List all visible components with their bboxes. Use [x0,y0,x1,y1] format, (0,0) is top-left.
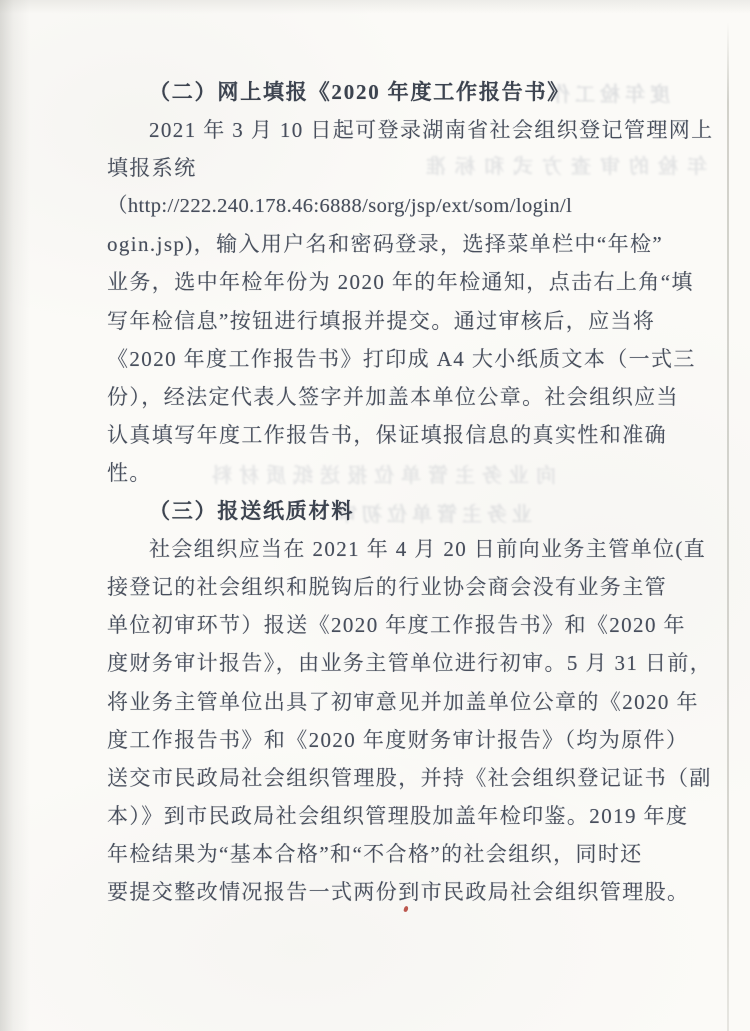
scan-edge-left [0,0,30,1031]
doc-line: 单位初审环节）报送《2020 年度工作报告书》和《2020 年 [107,613,686,638]
bleedthrough-text: 年检的审查方式和标准 [417,156,707,178]
doc-line: 将业务主管单位出具了初审意见并加盖单位公章的《2020 年 [107,689,699,714]
doc-line: 《2020 年度工作报告书》打印成 A4 大小纸质文本（一式三 [107,346,696,371]
doc-line: 要提交整改情况报告一式两份到市民政局社会组织管理股。 [107,879,690,904]
bleedthrough-text: 业务主管单位初审 [332,504,532,526]
doc-line: ogin.jsp)，输入用户名和密码登录，选择菜单栏中“年检” [107,232,664,257]
doc-line-url: （http://222.240.178.46:6888/sorg/jsp/ext/som/login/l [107,195,573,218]
doc-line: 性。 [107,460,152,485]
doc-line: 接登记的社会组织和脱钩后的行业协会商会没有业务主管 [107,575,667,600]
doc-line: 业务，选中年检年份为 2020 年的年检通知，点击右上角“填 [107,270,694,295]
doc-line: 写年检信息”按钮进行填报并提交。通过审核后，应当将 [107,308,656,333]
doc-line: 份），经法定代表人签字并加盖本单位公章。社会组织应当 [107,384,679,409]
document-body [107,73,714,911]
doc-line: 认真填写年度工作报告书，保证填报信息的真实性和准确 [107,422,667,447]
section-heading-3: （三）报送纸质材料 [149,499,355,524]
doc-line: 填报系统 [107,156,197,181]
bleedthrough-text: 度年检工作 [545,84,670,106]
scan-edge-top [0,0,750,14]
doc-line: 送交市民政局社会组织管理股，并持《社会组织登记证书（副 [107,765,712,790]
paper-right-edge [727,22,729,1031]
doc-line: 年检结果为“基本合格”和“不合格”的社会组织，同时还 [107,841,643,866]
doc-line: 本）》到市民政局社会组织管理股加盖年检印鉴。2019 年度 [107,803,689,828]
doc-line: 度工作报告书》和《2020 年度财务审计报告》（均为原件） [107,727,689,752]
red-ink-speck [403,906,409,913]
doc-line: 社会组织应当在 2021 年 4 月 20 日前向业务主管单位(直 [149,537,707,562]
section-heading-2: （二）网上填报《2020 年度工作报告书》 [149,80,571,104]
bleedthrough-text: 向业务主管单位报送纸质材料 [205,465,556,487]
doc-line: 度财务审计报告》，由业务主管单位进行初审。5 月 31 日前， [107,651,713,676]
doc-line: 2021 年 3 月 10 日起可登录湖南省社会组织登记管理网上 [149,118,714,143]
